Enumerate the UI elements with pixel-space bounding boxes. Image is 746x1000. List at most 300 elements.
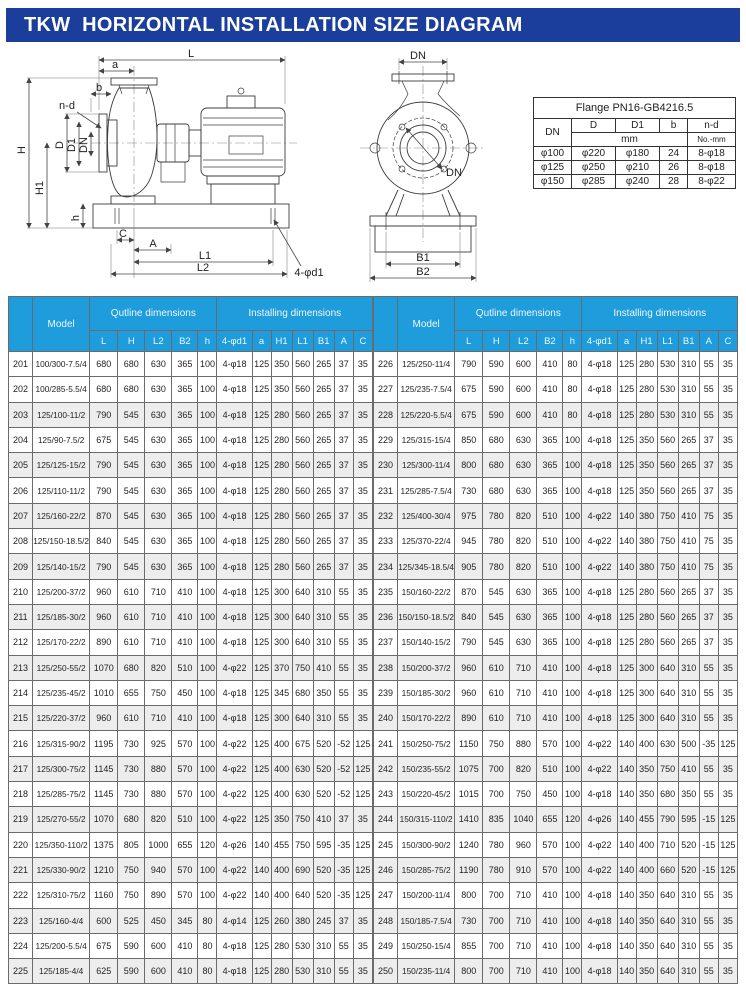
table-row xyxy=(374,655,738,680)
dim-cell: 365 xyxy=(172,427,198,452)
dim-cell: 520 xyxy=(678,832,699,857)
model-cell: 150/160-22/2 xyxy=(398,579,455,604)
dim-cell: 455 xyxy=(636,807,657,832)
dim-cell: 365 xyxy=(172,503,198,528)
dim-cell: φ210 xyxy=(616,161,660,175)
dim-cell: 280 xyxy=(271,402,292,427)
flange-col-nd: n-d xyxy=(688,119,736,133)
column-header: 4-φd1 xyxy=(217,331,252,352)
row-number: 217 xyxy=(9,756,33,781)
dim-cell: 350 xyxy=(636,933,657,958)
column-header: C xyxy=(718,331,737,352)
row-number: 228 xyxy=(374,402,398,427)
dim-cell: 100 xyxy=(563,579,582,604)
flange-col-d: D xyxy=(572,119,616,133)
dim-cell: 960 xyxy=(455,680,483,705)
dim-cell: 265 xyxy=(313,503,334,528)
dim-cell: 125 xyxy=(252,756,271,781)
row-number: 212 xyxy=(9,630,33,655)
model-cell: 150/250-75/2 xyxy=(398,731,455,756)
dim-cell: 520 xyxy=(313,731,334,756)
dim-cell: 640 xyxy=(292,883,313,908)
dim-cell: 350 xyxy=(636,478,657,503)
dim-cell: 125 xyxy=(252,579,271,604)
dim-cell: 790 xyxy=(657,807,678,832)
dim-cell: 4-φ18 xyxy=(217,402,252,427)
dim-cell: 710 xyxy=(657,832,678,857)
dim-label-B2: B2 xyxy=(416,266,430,278)
dim-cell: 1150 xyxy=(455,731,483,756)
dim-cell: 100 xyxy=(563,933,582,958)
dim-cell: 410 xyxy=(172,630,198,655)
row-number: 202 xyxy=(9,377,33,402)
dim-cell: 265 xyxy=(313,377,334,402)
dim-cell: 100 xyxy=(563,908,582,933)
flange-col-b: b xyxy=(660,119,688,133)
dim-cell: 890 xyxy=(90,630,118,655)
model-cell: 125/235-45/2 xyxy=(33,680,90,705)
dim-cell: 37 xyxy=(334,503,353,528)
model-cell: 125/285-7.5/4 xyxy=(398,478,455,503)
dim-cell: 630 xyxy=(510,427,537,452)
dim-cell: 545 xyxy=(118,427,145,452)
model-cell: 125/400-30/4 xyxy=(398,503,455,528)
dim-cell: 100 xyxy=(563,782,582,807)
dim-cell: 280 xyxy=(271,554,292,579)
dim-cell: 26 xyxy=(660,161,688,175)
table-row xyxy=(374,933,738,958)
dim-cell: 780 xyxy=(483,857,510,882)
dim-cell: 100 xyxy=(563,630,582,655)
dim-cell: 35 xyxy=(718,782,737,807)
dim-cell: 1160 xyxy=(90,883,118,908)
table-row xyxy=(374,377,738,402)
dim-cell: 35 xyxy=(718,554,737,579)
table-row xyxy=(374,731,738,756)
dim-cell: 100 xyxy=(563,731,582,756)
dim-cell: 820 xyxy=(145,655,172,680)
dim-cell: 4-φ18 xyxy=(217,453,252,478)
dim-cell: 35 xyxy=(718,883,737,908)
dim-cell: 310 xyxy=(313,579,334,604)
dim-cell: 510 xyxy=(172,655,198,680)
dim-cell: 4-φ18 xyxy=(582,579,617,604)
dim-cell: 365 xyxy=(537,478,563,503)
dim-cell: 820 xyxy=(145,807,172,832)
dim-cell: 35 xyxy=(718,453,737,478)
outline-group-header: Qutline dimensions xyxy=(455,297,582,331)
row-number: 238 xyxy=(374,655,398,680)
dim-cell: 4-φ18 xyxy=(217,630,252,655)
dim-cell: 890 xyxy=(455,706,483,731)
dim-cell: 4-φ18 xyxy=(217,554,252,579)
dim-cell: 750 xyxy=(657,529,678,554)
dim-cell: 280 xyxy=(636,352,657,377)
table-row xyxy=(374,478,738,503)
dim-cell: 37 xyxy=(334,402,353,427)
dim-cell: 4-φ18 xyxy=(582,453,617,478)
dim-cell: 570 xyxy=(172,731,198,756)
dim-cell: 35 xyxy=(718,756,737,781)
dim-cell: 530 xyxy=(657,352,678,377)
dim-cell: 630 xyxy=(510,604,537,629)
dim-cell: 280 xyxy=(271,503,292,528)
dim-cell: 545 xyxy=(483,579,510,604)
model-cell: 150/250-15/4 xyxy=(398,933,455,958)
dim-cell: 600 xyxy=(145,959,172,984)
model-cell: 125/330-90/2 xyxy=(33,857,90,882)
dim-cell: 560 xyxy=(292,427,313,452)
dim-cell: 100 xyxy=(198,453,217,478)
dim-cell: 640 xyxy=(657,706,678,731)
dim-cell: 100 xyxy=(563,478,582,503)
dim-cell: 570 xyxy=(537,731,563,756)
dim-cell: 265 xyxy=(313,453,334,478)
dim-cell: 125 xyxy=(617,706,636,731)
dimension-table xyxy=(8,296,738,984)
install-group-header: Installing dimensions xyxy=(582,297,738,331)
dim-cell: 35 xyxy=(718,680,737,705)
dim-cell: 75 xyxy=(699,554,718,579)
dim-cell: 610 xyxy=(118,630,145,655)
dim-cell: 125 xyxy=(252,604,271,629)
dim-cell: 610 xyxy=(483,655,510,680)
dim-cell: 35 xyxy=(718,604,737,629)
table-row xyxy=(9,756,373,781)
dim-cell: 35 xyxy=(353,908,372,933)
dim-cell: 35 xyxy=(718,377,737,402)
table-row xyxy=(374,604,738,629)
model-header: Model xyxy=(398,297,455,352)
dim-cell: 680 xyxy=(118,807,145,832)
dim-cell: 120 xyxy=(563,807,582,832)
column-header: H1 xyxy=(636,331,657,352)
row-number: 250 xyxy=(374,959,398,984)
dim-cell: 100 xyxy=(198,883,217,908)
table-row xyxy=(534,175,736,189)
dim-cell: 125 xyxy=(353,731,372,756)
dim-cell: 350 xyxy=(271,377,292,402)
dim-cell: 710 xyxy=(510,908,537,933)
dim-cell: 100 xyxy=(198,579,217,604)
dim-cell: 80 xyxy=(198,959,217,984)
dim-cell: 700 xyxy=(483,959,510,984)
dim-cell: 4-φ22 xyxy=(217,883,252,908)
dim-cell: 1410 xyxy=(455,807,483,832)
row-number: 218 xyxy=(9,782,33,807)
dim-cell: 125 xyxy=(252,782,271,807)
column-header: C xyxy=(353,331,372,352)
dim-cell: 630 xyxy=(292,782,313,807)
dim-cell: 1210 xyxy=(90,857,118,882)
row-number: 240 xyxy=(374,706,398,731)
dim-cell: 125 xyxy=(252,706,271,731)
row-number: 235 xyxy=(374,579,398,604)
dim-cell: 4-φ18 xyxy=(582,706,617,731)
dim-cell: 140 xyxy=(617,731,636,756)
dim-cell: 140 xyxy=(252,883,271,908)
dim-cell: 4-φ18 xyxy=(582,933,617,958)
model-cell: φ220 xyxy=(572,147,616,161)
dim-cell: 630 xyxy=(145,478,172,503)
table-row xyxy=(9,579,373,604)
dim-cell: 710 xyxy=(510,933,537,958)
dim-cell: 680 xyxy=(657,782,678,807)
model-cell: 150/200-11/4 xyxy=(398,883,455,908)
column-header: L1 xyxy=(292,331,313,352)
dim-cell: 510 xyxy=(537,756,563,781)
dim-cell: 630 xyxy=(510,478,537,503)
dim-cell: 35 xyxy=(353,579,372,604)
dim-cell: 125 xyxy=(252,807,271,832)
dim-cell: 265 xyxy=(313,402,334,427)
dim-cell: 35 xyxy=(718,908,737,933)
pump-side-view-drawing xyxy=(15,48,345,290)
dim-cell: 4-φ18 xyxy=(582,604,617,629)
dim-cell: 37 xyxy=(334,352,353,377)
dim-cell: 680 xyxy=(118,352,145,377)
dim-cell: 790 xyxy=(90,402,118,427)
dim-cell: 100 xyxy=(198,680,217,705)
dim-cell: 800 xyxy=(455,883,483,908)
column-header: a xyxy=(617,331,636,352)
dim-cell: 280 xyxy=(636,377,657,402)
dim-cell: 4-φ22 xyxy=(582,832,617,857)
dim-cell: 410 xyxy=(537,655,563,680)
model-cell: 125/100-11/2 xyxy=(33,402,90,427)
dim-cell: 4-φ18 xyxy=(582,427,617,452)
model-cell: 125/300-75/2 xyxy=(33,756,90,781)
dim-cell: 365 xyxy=(172,453,198,478)
dim-cell: 55 xyxy=(699,706,718,731)
dim-cell: 310 xyxy=(313,604,334,629)
row-number: 223 xyxy=(9,908,33,933)
table-row xyxy=(9,377,373,402)
dim-cell: 125 xyxy=(252,503,271,528)
dim-label-n-d: n-d xyxy=(59,100,75,112)
dim-cell: 675 xyxy=(292,731,313,756)
dim-cell: 380 xyxy=(636,554,657,579)
dim-cell: 365 xyxy=(537,579,563,604)
dim-cell: 630 xyxy=(145,503,172,528)
dim-cell: 630 xyxy=(145,402,172,427)
dim-cell: 4-φ18 xyxy=(217,529,252,554)
dim-cell: 780 xyxy=(483,503,510,528)
dim-cell: 630 xyxy=(145,554,172,579)
dim-cell: 410 xyxy=(537,680,563,705)
dim-cell: 400 xyxy=(271,883,292,908)
dim-cell: 265 xyxy=(678,478,699,503)
dim-cell: 610 xyxy=(118,579,145,604)
dim-cell: 345 xyxy=(271,680,292,705)
dim-cell: 125 xyxy=(718,857,737,882)
dim-cell: 4-φ18 xyxy=(217,478,252,503)
dim-cell: 4-φ18 xyxy=(217,377,252,402)
dim-cell: -15 xyxy=(699,807,718,832)
model-cell: 125/370-22/4 xyxy=(398,529,455,554)
dim-cell: 450 xyxy=(537,782,563,807)
dim-cell: 680 xyxy=(118,655,145,680)
model-cell: 125/250-55/2 xyxy=(33,655,90,680)
dim-cell: 280 xyxy=(271,933,292,958)
dim-cell: 855 xyxy=(455,933,483,958)
dim-cell: 790 xyxy=(455,630,483,655)
column-header: L xyxy=(455,331,483,352)
dim-cell: 350 xyxy=(636,883,657,908)
table-row xyxy=(9,655,373,680)
flange-col-d1: D1 xyxy=(616,119,660,133)
model-cell: 150/185-30/2 xyxy=(398,680,455,705)
dim-cell: 835 xyxy=(483,807,510,832)
dim-cell: 125 xyxy=(252,377,271,402)
table-row xyxy=(9,857,373,882)
dim-cell: 960 xyxy=(510,832,537,857)
dim-cell: 35 xyxy=(353,453,372,478)
dim-cell: 35 xyxy=(718,959,737,984)
dim-cell: 140 xyxy=(617,756,636,781)
dim-cell: 4-φ18 xyxy=(217,933,252,958)
dim-cell: 400 xyxy=(636,731,657,756)
dim-cell: 55 xyxy=(334,604,353,629)
dim-cell: 590 xyxy=(118,959,145,984)
dim-cell: φ240 xyxy=(616,175,660,189)
row-number: 226 xyxy=(374,352,398,377)
dim-cell: 545 xyxy=(118,503,145,528)
dim-cell: 510 xyxy=(172,807,198,832)
dim-cell: 710 xyxy=(510,655,537,680)
row-number: 243 xyxy=(374,782,398,807)
dim-cell: 350 xyxy=(271,807,292,832)
dim-cell: 125 xyxy=(353,883,372,908)
dim-cell: 4-φ18 xyxy=(217,680,252,705)
dim-cell: 640 xyxy=(292,579,313,604)
dim-cell: 410 xyxy=(537,706,563,731)
column-header: A xyxy=(334,331,353,352)
dim-cell: 350 xyxy=(636,959,657,984)
dim-cell: 4-φ18 xyxy=(582,883,617,908)
dim-label-C: C xyxy=(119,228,127,240)
dim-cell: 125 xyxy=(617,427,636,452)
dim-cell: 400 xyxy=(636,857,657,882)
dim-cell: 310 xyxy=(313,706,334,731)
dim-cell: 660 xyxy=(657,857,678,882)
dim-cell: 530 xyxy=(657,377,678,402)
dim-label-D: D xyxy=(54,141,66,149)
dim-cell: 35 xyxy=(353,706,372,731)
model-cell: 125/315-15/4 xyxy=(398,427,455,452)
dim-cell: -52 xyxy=(334,731,353,756)
dim-cell: 790 xyxy=(90,478,118,503)
dim-cell: 510 xyxy=(537,554,563,579)
dim-cell: 410 xyxy=(537,377,563,402)
dim-cell: 545 xyxy=(483,604,510,629)
dim-cell: 380 xyxy=(636,529,657,554)
dim-cell: 265 xyxy=(678,453,699,478)
dim-cell: 365 xyxy=(537,604,563,629)
column-header: B1 xyxy=(678,331,699,352)
page-title: TKW HORIZONTAL INSTALLATION SIZE DIAGRAM xyxy=(6,8,740,42)
dim-cell: 700 xyxy=(483,908,510,933)
dim-cell: 630 xyxy=(657,731,678,756)
column-header: a xyxy=(252,331,271,352)
dim-cell: 140 xyxy=(617,883,636,908)
dim-cell: 100 xyxy=(563,857,582,882)
model-cell: 125/140-15/2 xyxy=(33,554,90,579)
dim-cell: 125 xyxy=(252,630,271,655)
dim-cell: 310 xyxy=(678,933,699,958)
dim-cell: 125 xyxy=(252,908,271,933)
dim-cell: 350 xyxy=(678,782,699,807)
dim-cell: 100 xyxy=(198,706,217,731)
dim-cell: 35 xyxy=(353,377,372,402)
dim-cell: 520 xyxy=(313,883,334,908)
dim-cell: 510 xyxy=(537,503,563,528)
dim-cell: 600 xyxy=(90,908,118,933)
dim-cell: -15 xyxy=(699,832,718,857)
dim-cell: 960 xyxy=(455,655,483,680)
dim-cell: 125 xyxy=(252,352,271,377)
dim-cell: 55 xyxy=(699,756,718,781)
dim-cell: 945 xyxy=(455,529,483,554)
dim-cell: 140 xyxy=(617,807,636,832)
dim-cell: -52 xyxy=(334,756,353,781)
dim-cell: 125 xyxy=(353,782,372,807)
model-cell: 150/315-110/2 xyxy=(398,807,455,832)
dim-cell: 100 xyxy=(198,377,217,402)
dim-cell: 100 xyxy=(563,604,582,629)
dim-cell: 35 xyxy=(353,959,372,984)
dim-cell: 310 xyxy=(678,377,699,402)
dim-cell: 80 xyxy=(563,402,582,427)
column-header: B1 xyxy=(313,331,334,352)
dim-cell: 545 xyxy=(118,554,145,579)
dim-cell: 100 xyxy=(198,529,217,554)
dim-cell: 630 xyxy=(510,579,537,604)
dim-cell: 710 xyxy=(510,883,537,908)
dim-cell: 850 xyxy=(455,427,483,452)
dim-cell: 24 xyxy=(660,147,688,161)
dim-cell: 125 xyxy=(252,655,271,680)
dim-cell: 625 xyxy=(90,959,118,984)
dim-cell: 790 xyxy=(90,554,118,579)
table-row xyxy=(374,680,738,705)
dim-cell: 80 xyxy=(563,377,582,402)
dim-cell: 140 xyxy=(617,857,636,882)
dim-cell: 410 xyxy=(537,883,563,908)
row-number: 242 xyxy=(374,756,398,781)
table-row xyxy=(374,959,738,984)
dim-cell: 35 xyxy=(718,706,737,731)
flange-spec-table xyxy=(533,97,736,189)
dim-cell: 125 xyxy=(617,402,636,427)
table-row xyxy=(534,161,736,175)
dim-cell: 655 xyxy=(537,807,563,832)
dim-cell: 140 xyxy=(617,908,636,933)
dim-cell: 4-φ18 xyxy=(582,782,617,807)
row-number: 206 xyxy=(9,478,33,503)
dim-cell: 630 xyxy=(145,352,172,377)
dim-cell: 380 xyxy=(292,908,313,933)
row-number: 207 xyxy=(9,503,33,528)
row-number: 230 xyxy=(374,453,398,478)
table-row xyxy=(374,832,738,857)
dim-cell: 1040 xyxy=(510,807,537,832)
dim-cell: 600 xyxy=(510,352,537,377)
dim-cell: 4-φ26 xyxy=(217,832,252,857)
table-row xyxy=(9,630,373,655)
dim-cell: 310 xyxy=(313,933,334,958)
dim-cell: 35 xyxy=(353,655,372,680)
